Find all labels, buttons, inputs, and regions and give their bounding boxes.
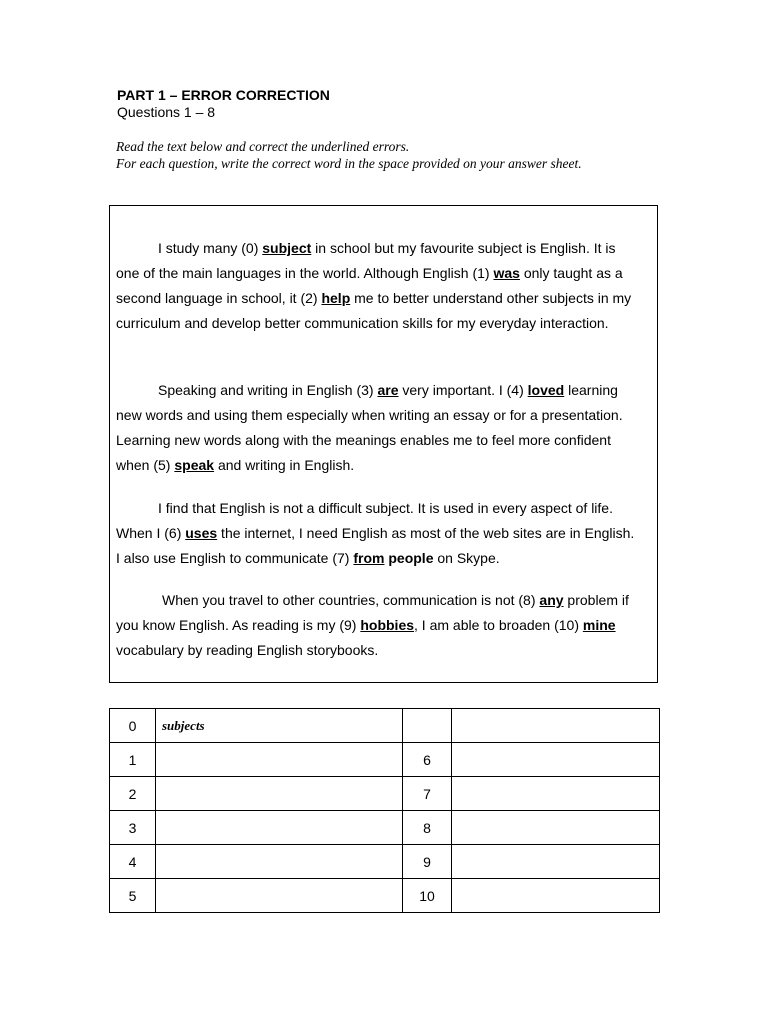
answer-cell[interactable] bbox=[156, 845, 403, 879]
paragraph-3 bbox=[116, 496, 640, 571]
question-number: 0 bbox=[110, 709, 156, 743]
answer-cell[interactable] bbox=[452, 743, 660, 777]
text: on Skype. bbox=[433, 550, 500, 566]
error-2: help bbox=[321, 290, 351, 306]
text: in school but my favourite subject is English. It is one of the main languages in the world. Although English (1) bbox=[116, 240, 616, 281]
error-10: mine bbox=[582, 617, 616, 633]
text: , I am able to broaden (10) bbox=[414, 617, 583, 633]
questions-range: Questions 1 – 8 bbox=[117, 104, 216, 120]
error-4: loved bbox=[527, 382, 565, 398]
text: I find that English is not a difficult subject. It is used in every aspect of life. When I (6) bbox=[116, 500, 613, 541]
error-3: are bbox=[377, 382, 399, 398]
heading bbox=[117, 87, 330, 121]
question-number: 8 bbox=[403, 811, 452, 845]
answer-cell[interactable] bbox=[452, 709, 660, 743]
error-1: was bbox=[493, 265, 520, 281]
instruction-line-1: Read the text below and correct the underlined errors. bbox=[116, 139, 410, 154]
text: When you travel to other countries, communication is not (8) bbox=[162, 592, 540, 608]
error-5: speak bbox=[174, 457, 215, 473]
text: only taught as a second language in school, it (2) bbox=[116, 265, 623, 306]
error-8: any bbox=[539, 592, 564, 608]
text: me to better understand other subjects in my curriculum and develop better communication skills for my everyday interaction. bbox=[116, 290, 632, 331]
text: I study many (0) bbox=[158, 240, 263, 256]
table-row bbox=[110, 879, 660, 913]
example-answer: subjects bbox=[156, 709, 403, 743]
question-number: 7 bbox=[403, 777, 452, 811]
question-number: 2 bbox=[110, 777, 156, 811]
answer-cell[interactable] bbox=[452, 811, 660, 845]
table-row bbox=[110, 743, 660, 777]
table-row bbox=[110, 709, 660, 743]
paragraph-2 bbox=[116, 378, 640, 478]
text: problem if you know English. As reading is my (9) bbox=[116, 592, 629, 633]
text: very important. I (4) bbox=[398, 382, 528, 398]
answer-cell[interactable] bbox=[156, 777, 403, 811]
answer-cell[interactable] bbox=[156, 743, 403, 777]
question-number: 3 bbox=[110, 811, 156, 845]
answer-table bbox=[109, 708, 660, 913]
text: and writing in English. bbox=[214, 457, 355, 473]
question-number: 5 bbox=[110, 879, 156, 913]
answer-cell[interactable] bbox=[452, 879, 660, 913]
table-row bbox=[110, 811, 660, 845]
answer-cell[interactable] bbox=[452, 845, 660, 879]
passage-box bbox=[109, 205, 658, 683]
question-number: 6 bbox=[403, 743, 452, 777]
question-number: 10 bbox=[403, 879, 452, 913]
paragraph-1 bbox=[116, 236, 640, 336]
answer-cell[interactable] bbox=[452, 777, 660, 811]
text: Speaking and writing in English (3) bbox=[158, 382, 378, 398]
bold-people: people bbox=[388, 550, 434, 566]
error-7: from bbox=[353, 550, 385, 566]
instruction-line-2: For each question, write the correct word in the space provided on your answer sheet. bbox=[116, 156, 582, 171]
answer-cell[interactable] bbox=[156, 811, 403, 845]
error-6: uses bbox=[185, 525, 218, 541]
question-number: 4 bbox=[110, 845, 156, 879]
table-row bbox=[110, 777, 660, 811]
error-9: hobbies bbox=[360, 617, 415, 633]
text: vocabulary by reading English storybooks. bbox=[116, 642, 379, 658]
part-title: PART 1 – ERROR CORRECTION bbox=[117, 87, 330, 103]
text: the internet, I need English as most of the web sites are in English. I also use English to communicate (7) bbox=[116, 525, 635, 566]
paragraph-4 bbox=[116, 588, 640, 663]
question-number: 9 bbox=[403, 845, 452, 879]
question-number bbox=[403, 709, 452, 743]
table-row bbox=[110, 845, 660, 879]
instructions bbox=[116, 138, 626, 172]
error-0: subject bbox=[262, 240, 312, 256]
answer-cell[interactable] bbox=[156, 879, 403, 913]
question-number: 1 bbox=[110, 743, 156, 777]
text: learning new words and using them especially when writing an essay or for a presentation. Learning new words along with the meanings enables me to feel more confident when (5) bbox=[116, 382, 623, 473]
